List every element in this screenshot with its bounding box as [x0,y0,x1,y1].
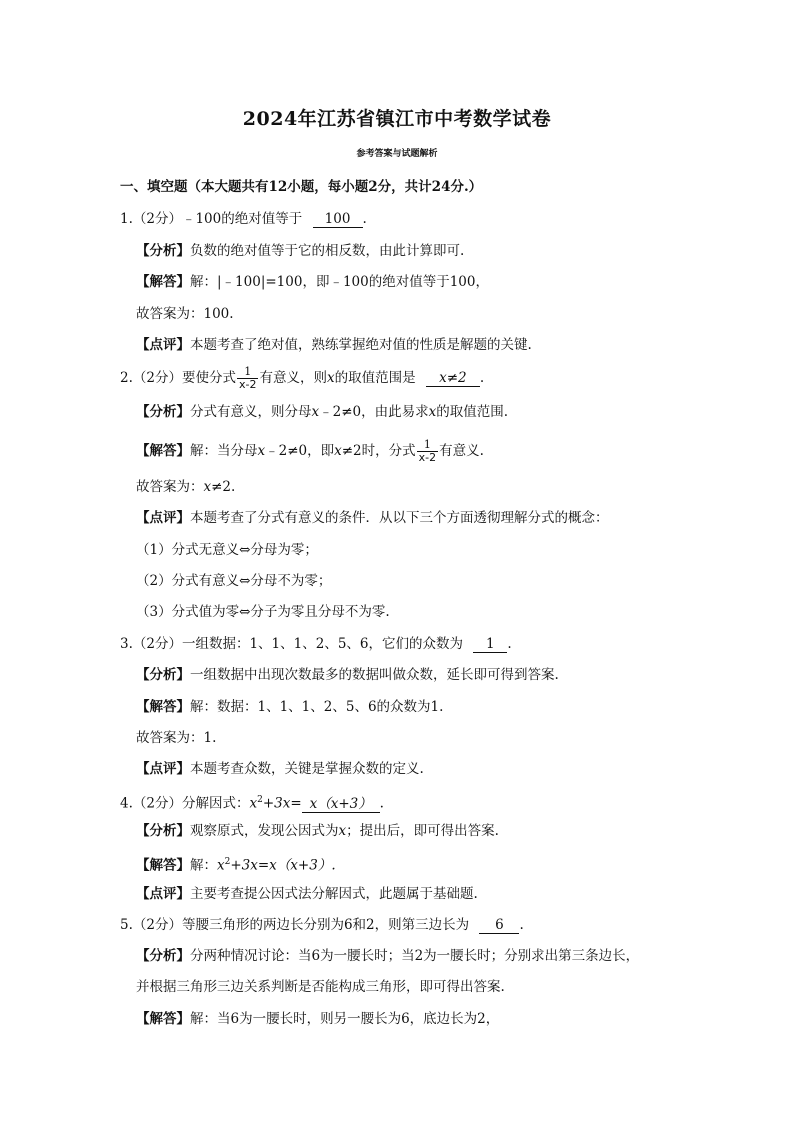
q3-analysis: 【分析】一组数据中出现次数最多的数据叫做众数，延长即可得到答案. [136,667,559,683]
question-1: 1.（2分）﹣100的绝对值等于 100 . [120,211,367,227]
fraction: $\frac{1}{x-2}$ [238,365,257,391]
answer-blank: x≠2 [426,371,480,387]
answer-tag: 【解答】 [136,274,190,290]
section-heading: 一、填空题（本大题共有12小题，每小题2分，共计24分.） [120,179,483,195]
q2-analysis: 【分析】分式有意义，则分母x﹣2≠0，由此易求x的取值范围. [136,404,509,420]
answer-tag: 【解答】 [136,857,190,874]
answer-tag: 【解答】 [136,443,190,459]
q3-final: 故答案为：1. [136,730,217,746]
comment-tag: 【点评】 [136,337,190,353]
q3-comment: 【点评】本题考查众数，关键是掌握众数的定义. [136,761,424,777]
q5-answer: 【解答】解：当6为一腰长时，则另一腰长为6，底边长为2， [136,1011,500,1027]
question-4: 4.（2分）分解因式：$x^2+3x= x(x+3)$ . [120,795,384,812]
comment-tag: 【点评】 [136,886,190,902]
q1-final: 故答案为：100. [136,306,234,322]
q2-point-3: （3）分式值为零⇔分子为零且分母不为零. [136,604,390,620]
q2-point-2: （2）分式有意义⇔分母不为零； [136,573,332,589]
q2-comment: 【点评】本题考查了分式有意义的条件．从以下三个方面透彻理解分式的概念： [136,510,609,526]
q5-analysis-cont: 并根据三角形三边关系判断是否能构成三角形，即可得出答案. [136,979,505,995]
question-2: 2.（2分）要使分式 $\frac{1}{x-2}$ 有意义，则x的取值范围是 x≠2 . [120,365,485,391]
q4-answer: 【解答】解：$x^2+3x=x(x+3)$. [136,857,336,874]
q4-comment: 【点评】主要考查提公因式法分解因式，此题属于基础题. [136,886,478,902]
q1-answer: 【解答】解：|﹣100|=100，即﹣100的绝对值等于100， [136,274,489,290]
analysis-tag: 【分析】 [136,823,190,839]
answer-tag: 【解答】 [136,699,190,715]
comment-tag: 【点评】 [136,761,190,777]
analysis-tag: 【分析】 [136,948,190,964]
q1-analysis: 【分析】负数的绝对值等于它的相反数，由此计算即可. [136,243,465,259]
answer-tag: 【解答】 [136,1011,190,1027]
comment-tag: 【点评】 [136,510,190,526]
q2-point-1: （1）分式无意义⇔分母为零； [136,542,318,558]
exam-title: 2024年江苏省镇江市中考数学试卷 [242,108,552,130]
answer-blank: x（x+3） [302,797,380,813]
q4-analysis: 【分析】观察原式，发现公因式为x；提出后，即可得出答案. [136,823,499,839]
q2-answer: 【解答】解：当分母x﹣2≠0，即x≠2时，分式 $\frac{1}{x-2}$ 有意义. [136,438,484,464]
exam-subtitle: 参考答案与试题解析 [356,149,438,159]
analysis-tag: 【分析】 [136,404,190,420]
analysis-tag: 【分析】 [136,243,190,259]
answer-blank: 6 [479,918,519,934]
answer-blank: 100 [313,212,363,228]
fraction: $\frac{1}{x-2}$ [418,438,437,464]
q3-answer: 【解答】解：数据：1、1、1、2、5、6的众数为1. [136,699,444,715]
analysis-tag: 【分析】 [136,667,190,683]
q2-final: 故答案为：x≠2. [136,479,236,495]
q5-analysis: 【分析】分两种情况讨论：当6为一腰长时；当2为一腰长时；分别求出第三条边长， [136,948,640,964]
answer-blank: 1 [473,637,507,653]
question-5: 5.（2分）等腰三角形的两边长分别为6和2，则第三边长为 6 . [120,917,524,933]
question-3: 3.（2分）一组数据：1、1、1、2、5、6，它们的众数为 1 . [120,636,512,652]
q1-comment: 【点评】本题考查了绝对值，熟练掌握绝对值的性质是解题的关键. [136,337,532,353]
